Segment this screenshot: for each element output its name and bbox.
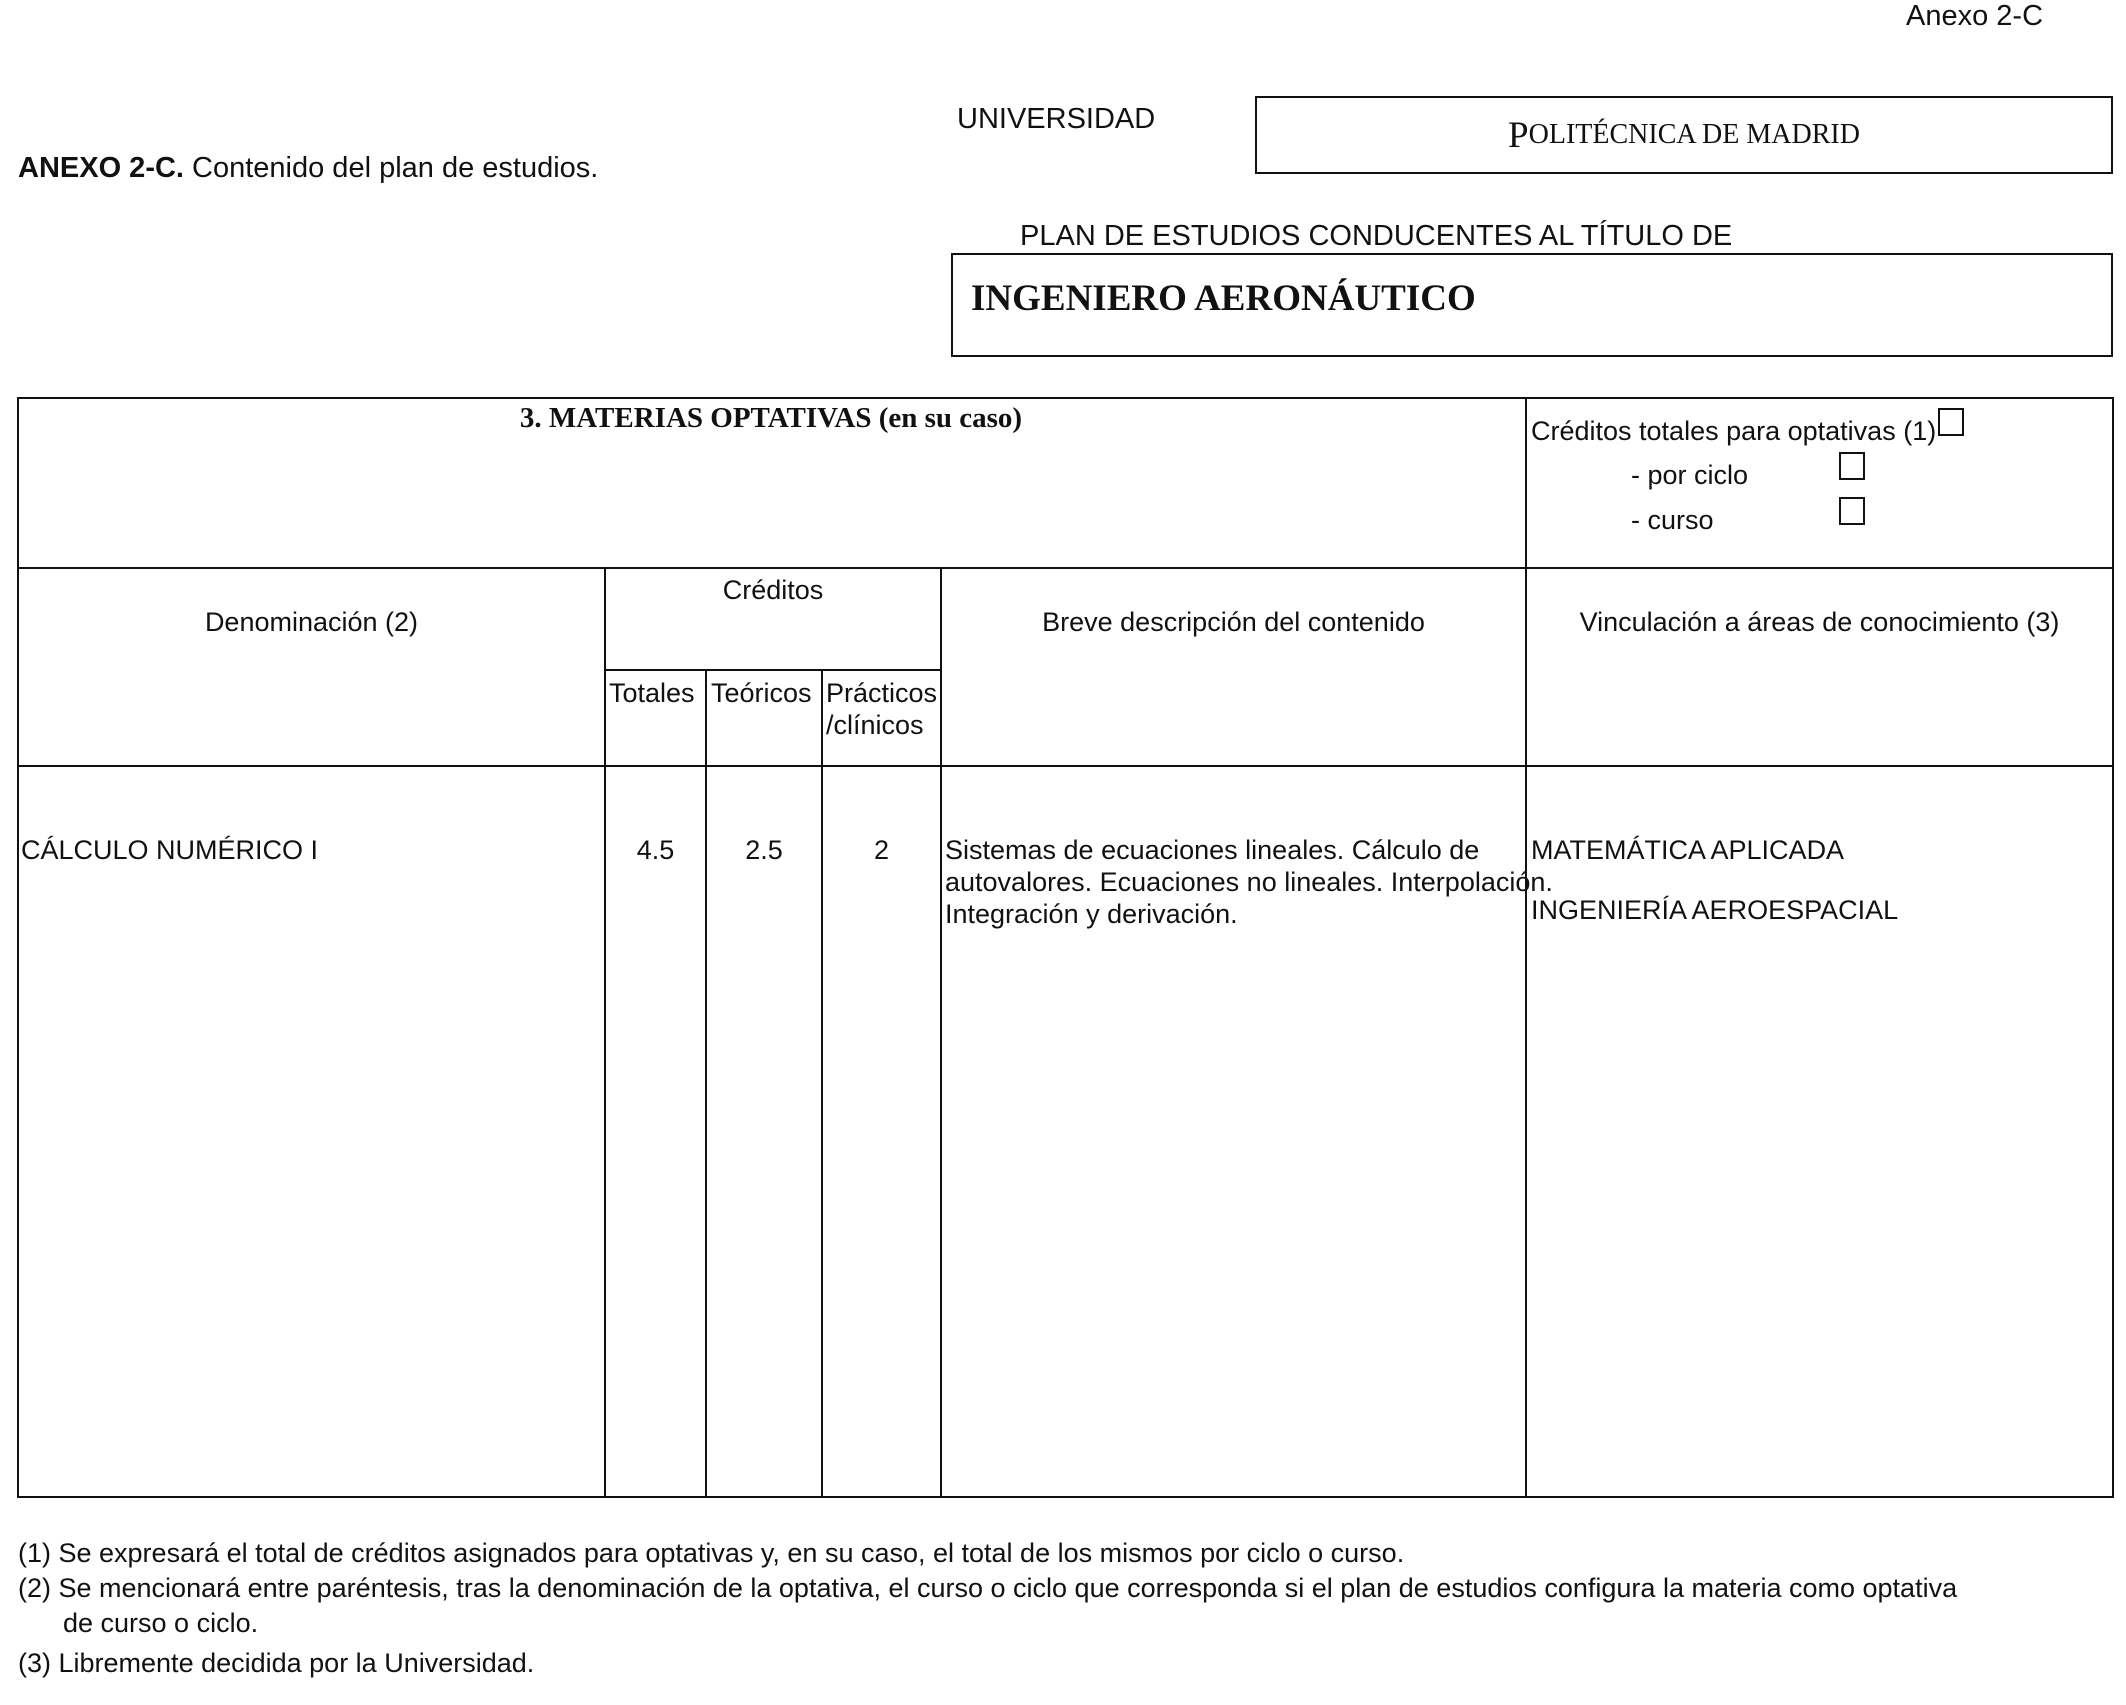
footnote-3: (3) Libremente decidida por la Universidad. <box>18 1648 535 1678</box>
table-col-creditos <box>604 567 606 1498</box>
creditos-totales-label: Créditos totales para optativas (1) <box>1531 416 1937 446</box>
footnote-1: (1) Se expresará el total de créditos asignados para optativas y, en su caso, el total de los mismos por ciclo o curso. <box>18 1538 1405 1568</box>
footnote-2: (2) Se mencionará entre paréntesis, tras la denominación de la optativa, el curso o ciclo que corresponda si el plan de estudios configura la materia como optativa <box>18 1573 1958 1603</box>
universidad-name-box <box>1255 96 2113 174</box>
header-denominacion: Denominación (2) <box>204 607 419 637</box>
table-border-top <box>17 397 2114 399</box>
plan-label: PLAN DE ESTUDIOS CONDUCENTES AL TÍTULO DE <box>1020 220 1733 252</box>
por-ciclo-checkbox[interactable] <box>1839 452 1865 480</box>
anexo-heading-bold: ANEXO 2-C. <box>18 152 184 184</box>
row-descripcion-line1: Sistemas de ecuaciones lineales. Cálculo de <box>945 835 1480 865</box>
universidad-name-rest: OLITÉCNICA DE MADRID <box>1528 119 1860 150</box>
titulo-box <box>951 253 2113 357</box>
por-ciclo-label: - por ciclo <box>1631 460 1749 490</box>
titulo-name: INGENIERO AERONÁUTICO <box>971 278 1476 319</box>
curso-label: - curso <box>1631 505 1714 535</box>
table-col-practicos <box>821 669 823 1498</box>
row-totales: 4.5 <box>636 835 675 865</box>
table-border-right <box>2112 397 2114 1498</box>
row-practicos: 2 <box>873 835 890 865</box>
table-divider-header <box>17 765 2114 767</box>
row-denominacion: CÁLCULO NUMÉRICO I <box>21 835 319 865</box>
header-practicos <box>826 677 937 741</box>
row-descripcion <box>945 834 1553 930</box>
table-divider-section <box>17 567 2114 569</box>
table-col-descripcion <box>940 567 942 1498</box>
header-practicos-line1: Prácticos <box>826 678 938 708</box>
table-col-teoricos <box>705 669 707 1498</box>
header-descripcion: Breve descripción del contenido <box>1042 607 1425 637</box>
anexo-heading <box>18 152 598 185</box>
row-descripcion-line3: Integración y derivación. <box>945 899 1238 929</box>
header-creditos: Créditos <box>722 575 824 605</box>
row-teoricos: 2.5 <box>745 835 783 865</box>
section-title: 3. MATERIAS OPTATIVAS (en su caso) <box>519 402 1023 434</box>
header-vinculacion: Vinculación a áreas de conocimiento (3) <box>1579 607 2060 637</box>
anexo-heading-rest: Contenido del plan de estudios. <box>183 152 599 184</box>
footnote-2-continuation: de curso o ciclo. <box>63 1608 259 1638</box>
universidad-label: UNIVERSIDAD <box>957 103 1156 135</box>
curso-checkbox[interactable] <box>1839 497 1865 525</box>
anexo-top-label: Anexo 2-C <box>1906 0 2044 32</box>
universidad-name-cap: P <box>1508 114 1529 156</box>
table-border-left <box>17 397 19 1498</box>
creditos-totales-checkbox[interactable] <box>1938 408 1964 436</box>
header-totales: Totales <box>609 678 695 708</box>
row-area-2: INGENIERÍA AEROESPACIAL <box>1531 895 1899 925</box>
header-teoricos: Teóricos <box>711 678 812 708</box>
header-practicos-line2: /clínicos <box>826 710 924 740</box>
table-col-vinculacion <box>1525 397 1527 1498</box>
table-border-bottom <box>17 1496 2114 1498</box>
table-divider-creditos <box>604 669 942 671</box>
row-descripcion-line2: autovalores. Ecuaciones no lineales. Interpolación. <box>945 867 1553 897</box>
row-area-1: MATEMÁTICA APLICADA <box>1531 835 1845 865</box>
